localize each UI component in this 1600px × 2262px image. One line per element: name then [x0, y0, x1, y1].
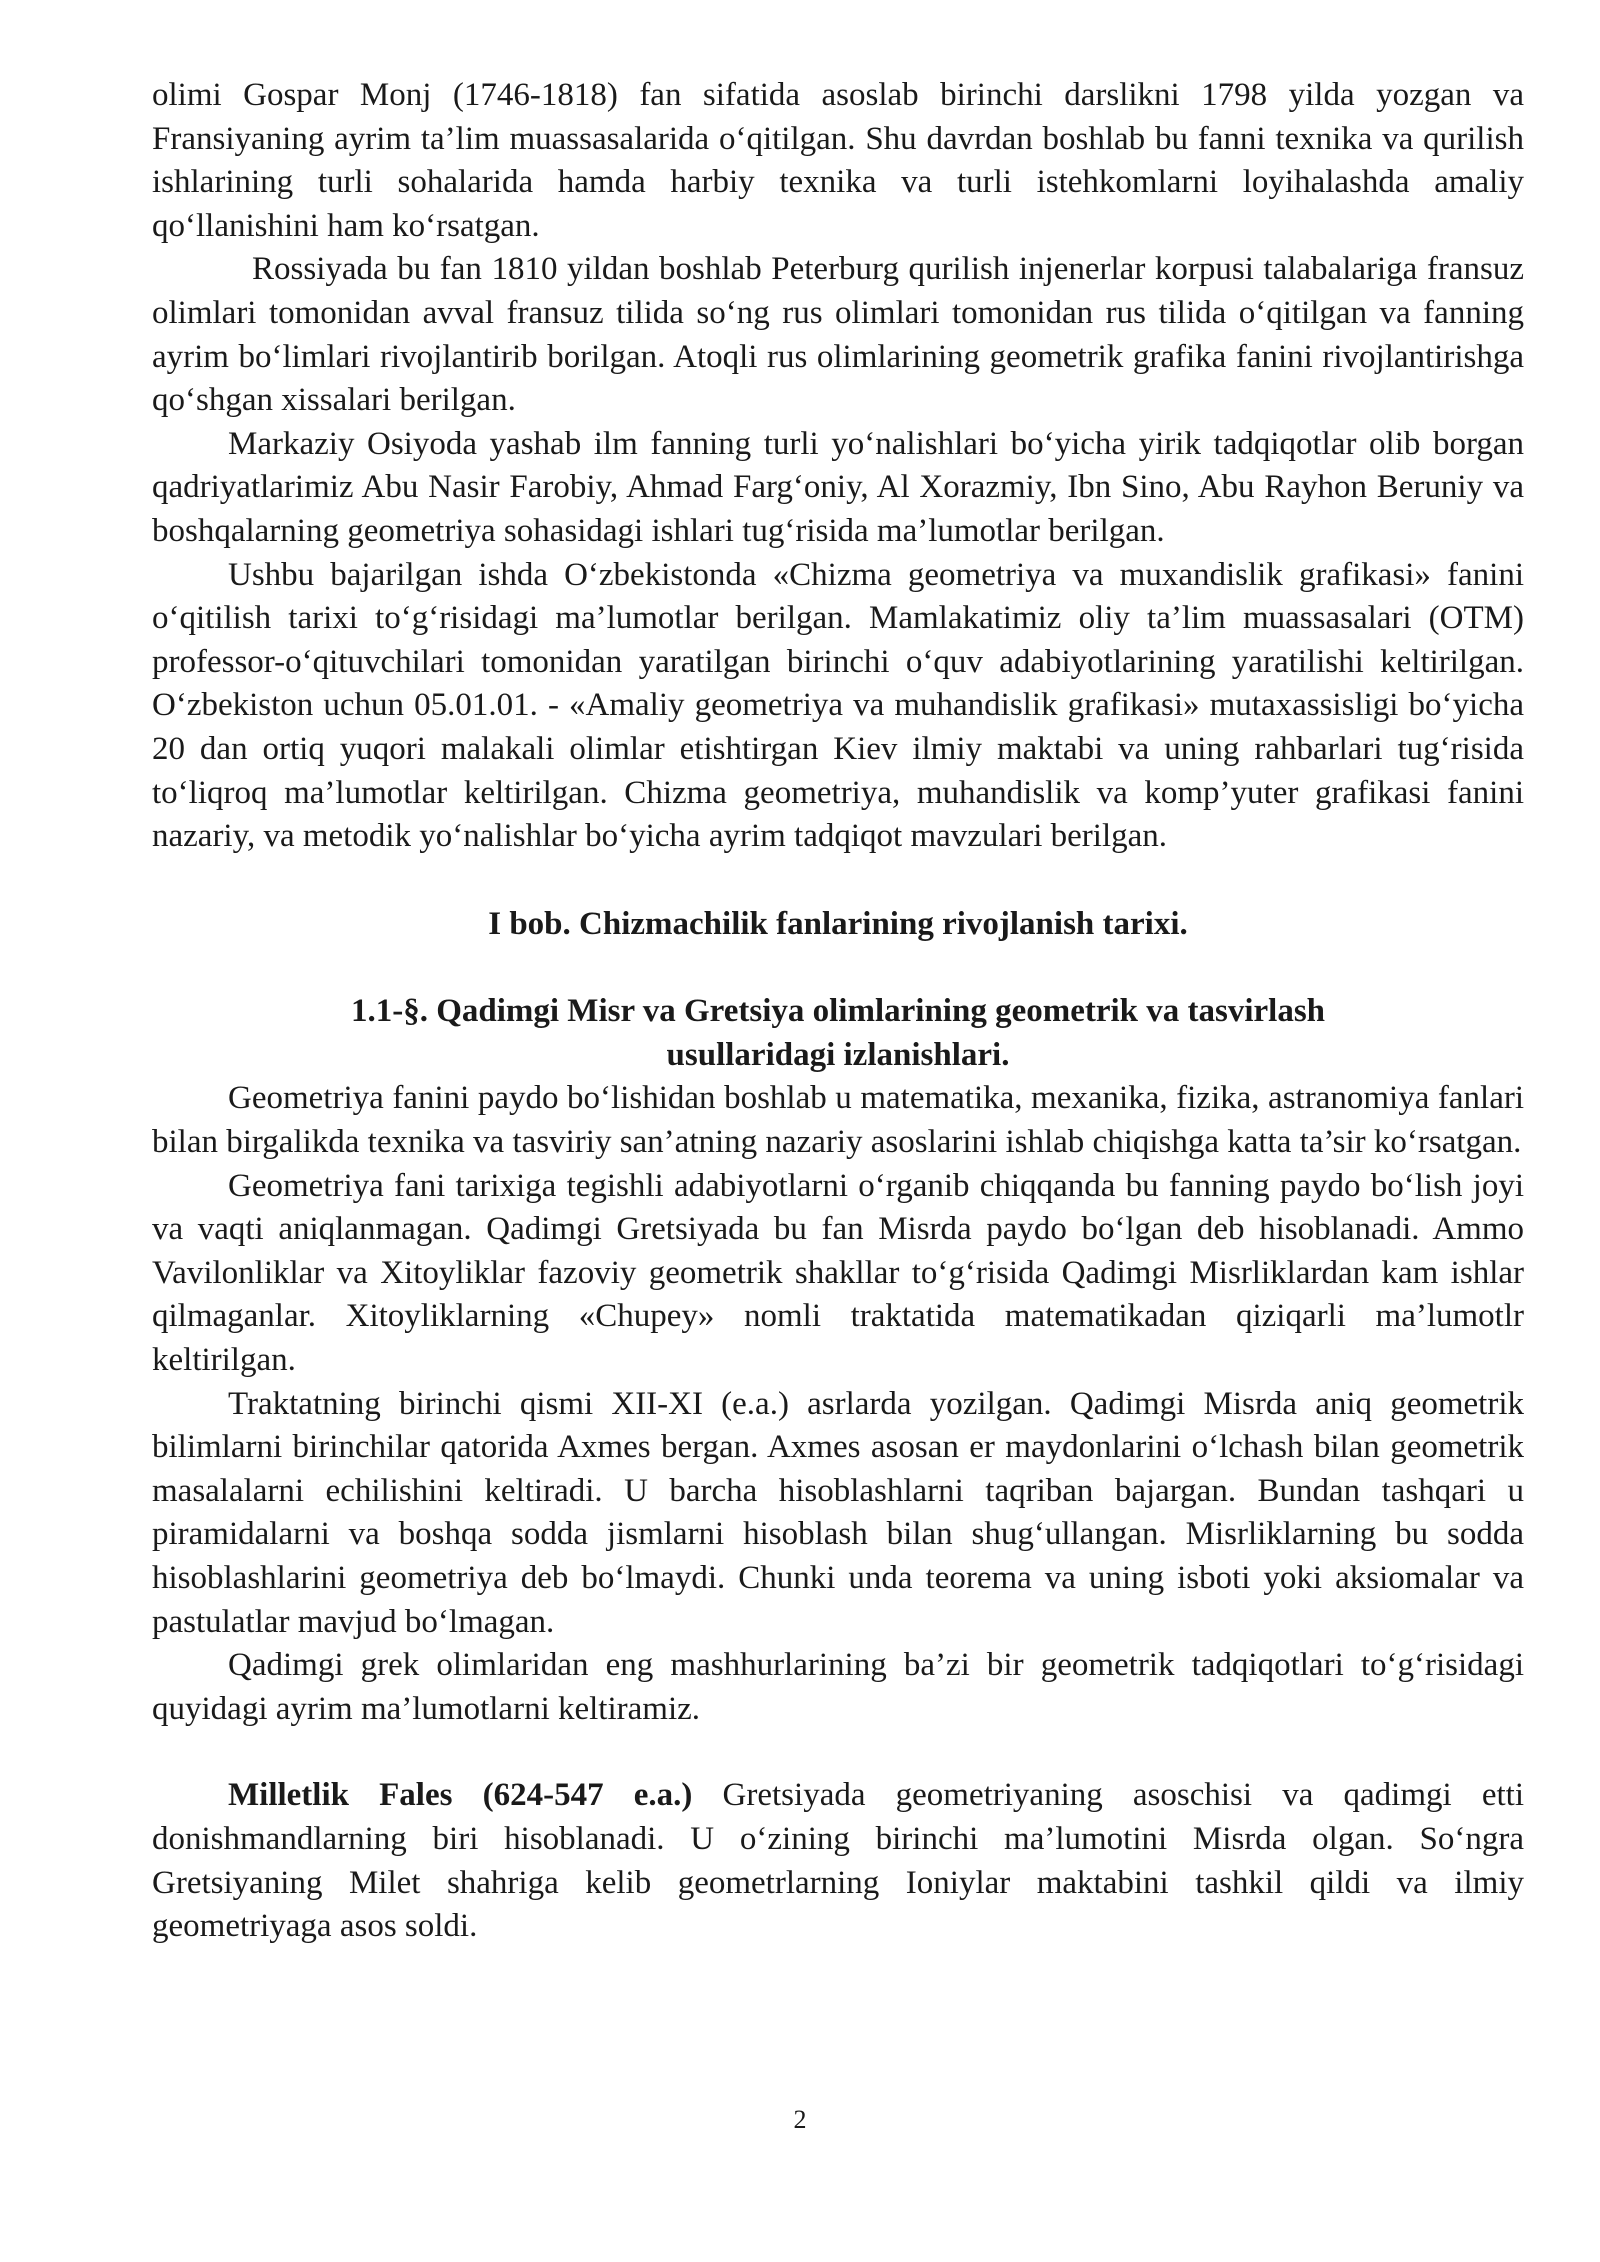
fales-name: Milletlik Fales (624-547 e.a.): [228, 1777, 693, 1814]
fales-text: Gretsiyada geometriyaning asoschisi va qadimgi etti donishmandlarning biri hisoblanadi. U o‘zining birinchi ma’lumotini Misrda olgan. So‘ngra Gretsiyaning Milet shahriga kelib geometrlarning Ioniylar maktabini tashkil qildi va ilmiy geometriyaga asos soldi.: [152, 1777, 1524, 1945]
document-page: [152, 74, 1524, 1949]
paragraph-rossiya: Rossiyada bu fan 1810 yildan boshlab Peterburg qurilish injenerlar korpusi talabalariga fransuz olimlari tomonidan avval fransuz tilida so‘ng rus olimlari tomonidan rus tilida o‘qitilgan va fanning ayrim bo‘limlari rivojlantirib borilgan. Atoqli rus olimlarining geometrik grafika fanini rivojlantirishga qo‘shgan xissalari berilgan.: [152, 251, 1524, 419]
section-title-line: 1.1-§. Qadimgi Misr va Gretsiya olimlarining geometrik va tasvirlash: [350, 993, 1326, 1030]
chapter-title: I bob. Chizmachilik fanlarining rivojlanish tarixi.: [488, 905, 1188, 942]
paragraph-grek-olimlari: Qadimgi grek olimlaridan eng mashhurlarining ba’zi bir geometrik tadqiqotlari to‘g‘risidagi quyidagi ayrim ma’lumotlarni keltiramiz.: [152, 1647, 1524, 1727]
paragraph-markaziy-osiyo: Markaziy Osiyoda yashab ilm fanning turli yo‘nalishlari bo‘yicha yirik tadqiqotlar olib borgan qadriyatlarimiz Abu Nasir Farobiy, Ahmad Farg‘oniy, Al Xorazmiy, Ibn Sino, Abu Rayhon Beruniy va boshqalarning geometriya sohasidagi ishlari tug‘risida ma’lumotlar berilgan.: [152, 425, 1524, 549]
page-number: 2: [793, 2105, 807, 2134]
paragraph-geometriya-paydo: Geometriya fanini paydo bo‘lishidan boshlab u matematika, mexanika, fizika, astranomiya fanlari bilan birgalikda texnika va tasviriy san’atning nazariy asoslarini ishlab chiqishga katta ta’sir ko‘rsatgan.: [152, 1080, 1524, 1161]
paragraph-traktat: Traktatning birinchi qismi XII-XI (e.a.) asrlarda yozilgan. Qadimgi Misrda aniq geometrik bilimlarni birinchilar qatorida Axmes bergan. Axmes asosan er maydonlarini o‘lchash bilan geometrik masalalarni echilishini keltiradi. U barcha hisoblashlarni taqriban bajargan. Bundan tashqari u piramidalarni va boshqa sodda jismlarni hisoblash bilan shug‘ullangan. Misrliklarning bu sodda hisoblashlarini geometriya deb bo‘lmaydi. Chunki unda teorema va uning isboti yoki aksiomalar va pastulatlar mavjud bo‘lmagan.: [152, 1385, 1524, 1640]
paragraph-fales: [152, 1774, 1524, 1948]
paragraph-monj: olimi Gospar Monj (1746-1818) fan sifatida asoslab birinchi darslikni 1798 yilda yozgan va Fransiyaning ayrim ta’lim muassasalarida o‘qitilgan. Shu davrdan boshlab bu fanni texnika va qurilish ishlarining turli sohalarida hamda harbiy texnika va turli istehkomlarni loyihalashda amaliy qo‘llanishini ham ko‘rsatgan.: [152, 77, 1524, 244]
section-title: [152, 990, 1524, 1077]
paragraph-ushbu-ish: Ushbu bajarilgan ishda O‘zbekistonda «Chizma geometriya va muxandislik grafikasi» fanini o‘qitilish tarixi to‘g‘risidagi ma’lumotlar berilgan. Mamlakatimiz oliy ta’lim muassasalari (OTM) professor-o‘qituvchilari tomonidan yaratilgan birinchi o‘quv adabiyotlarining yaratilishi keltirilgan. O‘zbekiston uchun 05.01.01. - «Amaliy geometriya va muhandislik grafikasi» mutaxassisligi bo‘yicha 20 dan ortiq yuqori malakali olimlar etishtirgan Kiev ilmiy maktabi va uning rahbarlari tug‘risida to‘liqroq ma’lumotlar keltirilgan. Chizma geometriya, muhandislik va komp’yuter grafikasi fanini nazariy, va metodik yo‘nalishlar bo‘yicha ayrim tadqiqot mavzulari berilgan.: [152, 556, 1524, 855]
paragraph-geometriya-tarixi: Geometriya fani tarixiga tegishli adabiyotlarni o‘rganib chiqqanda bu fanning paydo bo‘lish joyi va vaqti aniqlanmagan. Qadimgi Gretsiyada bu fan Misrda paydo bo‘lgan deb hisoblanadi. Ammo Vavilonliklar va Xitoyliklar fazoviy geometrik shakllar to‘g‘risida Qadimgi Misrliklardan kam ishlar qilmaganlar. Xitoyliklarning «Chupey» nomli traktatida matematikadan qiziqarli ma’lumotlr keltirilgan.: [152, 1167, 1524, 1379]
section-title-line: usullaridagi izlanishlari.: [666, 1036, 1010, 1073]
